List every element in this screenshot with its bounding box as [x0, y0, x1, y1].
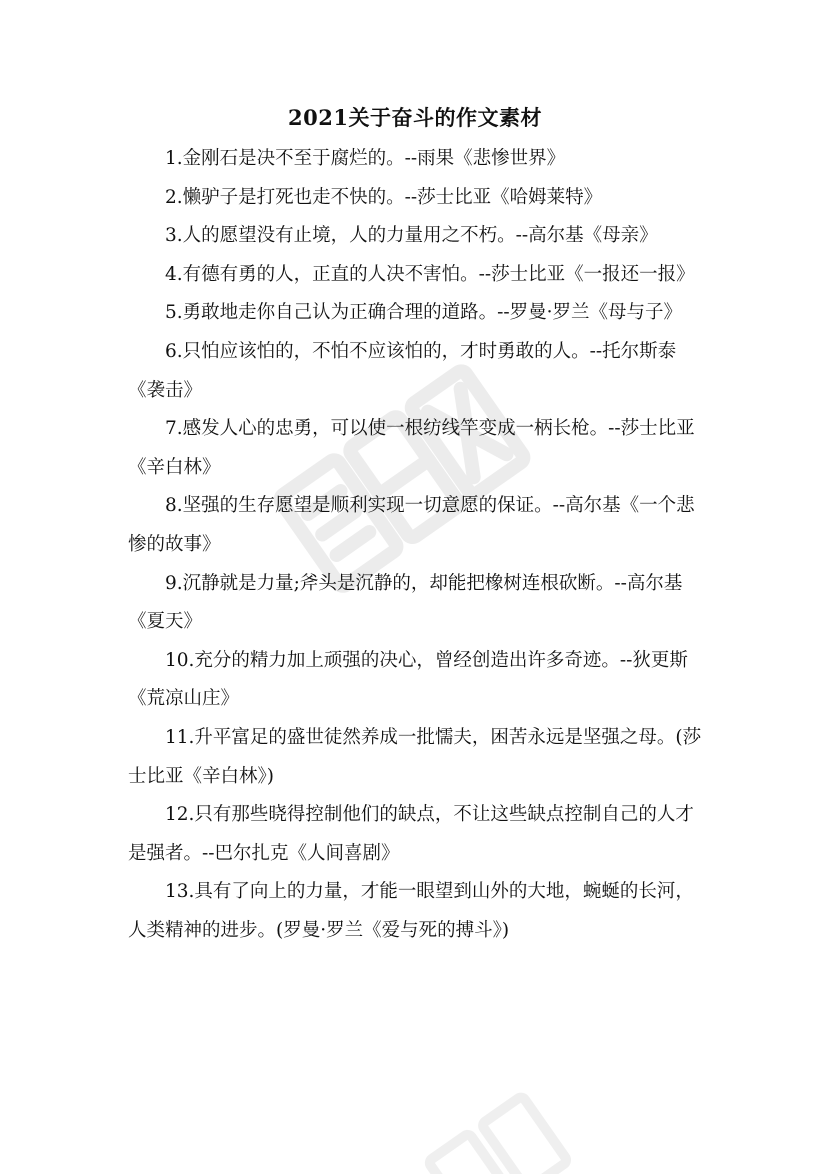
quote-item: 10.充分的精力加上顽强的决心，曾经创造出许多奇迹。--狄更斯《荒凉山庄》	[128, 649, 688, 710]
quote-item: 6.只怕应该怕的，不怕不应该怕的，才时勇敢的人。--托尔斯泰《袭击》	[128, 340, 677, 401]
quote-item: 1.金刚石是决不至于腐烂的。--雨果《悲惨世界》	[165, 148, 566, 169]
document-title: 2021关于奋斗的作文素材	[288, 105, 542, 130]
quote-list	[128, 140, 704, 950]
watermark-logo-partial	[420, 1080, 580, 1174]
quote-item: 9.沉静就是力量;斧头是沉静的，却能把橡树连根砍断。--高尔基《夏天》	[128, 572, 683, 633]
quote-item: 13.具有了向上的力量，才能一眼望到山外的大地，蜿蜒的长河，人类精神的进步。(罗曼·罗兰《爱与死的搏斗》)	[128, 881, 694, 941]
quote-item: 8.坚强的生存愿望是顺利实现一切意愿的保证。--高尔基《一个悲惨的故事》	[128, 495, 695, 555]
quote-item: 12.只有那些晓得控制他们的缺点，不让这些缺点控制自己的人才是强者。--巴尔扎克《人间喜剧》	[128, 804, 694, 864]
quote-item: 5.勇敢地走你自己认为正确合理的道路。--罗曼·罗兰《母与子》	[165, 302, 683, 324]
quote-item: 4.有德有勇的人，正直的人决不害怕。--莎士比亚《一报还一报》	[165, 263, 695, 285]
quote-item: 11.升平富足的盛世徒然养成一批懦夫，困苦永远是坚强之母。(莎士比亚《辛白林》)	[128, 726, 702, 787]
quote-item: 3.人的愿望没有止境，人的力量用之不朽。--高尔基《母亲》	[165, 225, 658, 247]
quote-item: 2.懒驴子是打死也走不快的。--莎士比亚《哈姆莱特》	[165, 186, 603, 208]
quote-item: 7.感发人心的忠勇，可以使一根纺线竿变成一柄长枪。--莎士比亚《辛白林》	[128, 418, 695, 478]
